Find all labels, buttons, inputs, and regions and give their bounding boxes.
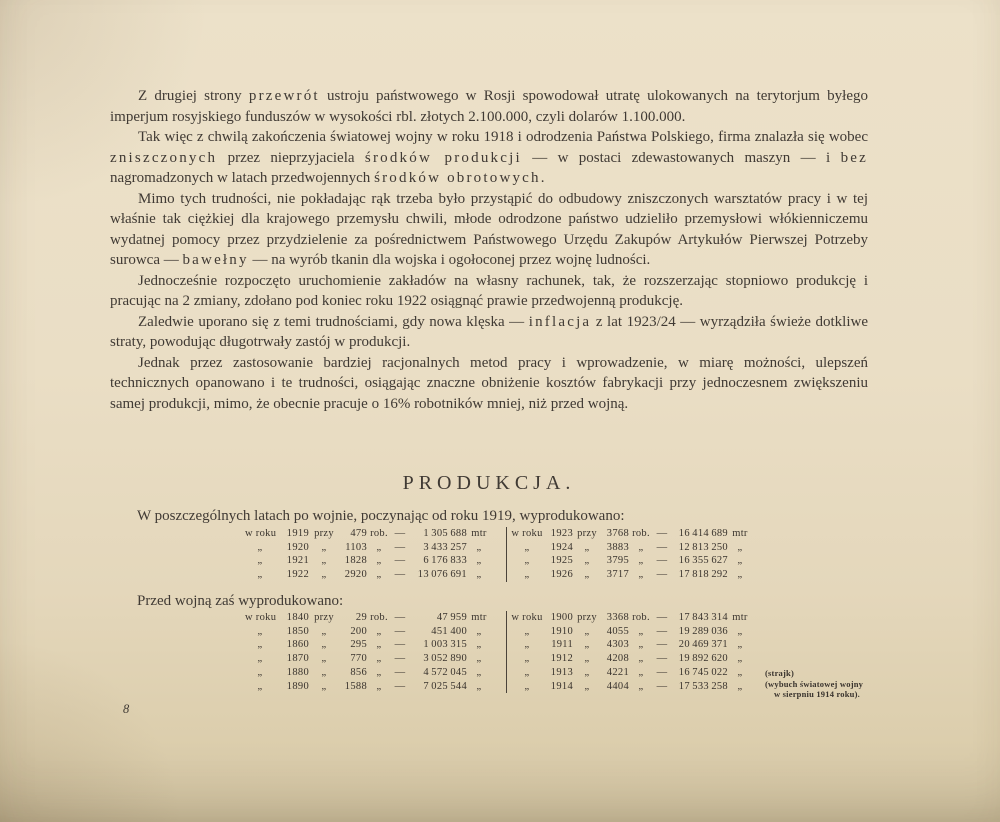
paragraph <box>110 312 868 353</box>
table-cell: mtr <box>471 612 487 623</box>
table-cell: 3717 <box>606 569 629 581</box>
text-run: nagromadzonych w latach przedwojennych <box>110 170 375 186</box>
table-cell: „ <box>476 541 482 553</box>
table-cell: 1914 <box>550 680 573 692</box>
table-cell: „ <box>524 625 530 637</box>
table-cell: — <box>394 625 406 637</box>
table-cell: „ <box>737 555 743 567</box>
emphasized-text: środków produkcji <box>364 149 522 166</box>
table-cell: „ <box>638 569 644 581</box>
text-run: Tak więc z chwilą zakończenia światowej wojny w roku 1918 i odrodzenia Państwa Polskiego, firma znalazła się wobec <box>138 129 868 145</box>
text-run: — w postaci zdewastowanych maszyn — i <box>521 149 841 166</box>
table-cell: rob. <box>370 612 388 623</box>
table-cell: „ <box>321 569 327 581</box>
table-cell: „ <box>524 639 530 651</box>
table-cell: mtr <box>471 528 487 539</box>
table-cell: 1926 <box>550 569 573 581</box>
table-cell: „ <box>737 625 743 637</box>
note-war-line1: (wybuch światowej wojny <box>765 678 864 689</box>
table-cell: 1850 <box>286 625 309 637</box>
table-cell: „ <box>257 653 263 665</box>
table-cell: — <box>394 680 406 692</box>
table-cell: 200 <box>350 625 367 637</box>
table-cell: — <box>394 541 406 553</box>
table-cell: 4404 <box>606 680 629 692</box>
emphasized-text: bawełny <box>182 252 249 268</box>
table-cell: 1921 <box>286 555 309 567</box>
table-cell: „ <box>638 653 644 665</box>
table-cell: 1919 <box>286 528 309 539</box>
table-cell: „ <box>376 639 382 651</box>
table-cell: 2920 <box>344 569 367 581</box>
table-cell: 13 076 691 <box>417 569 467 581</box>
table-cell: w roku <box>511 612 543 623</box>
postwar-table-left <box>245 527 491 582</box>
text-run: z lat 1923/24 — wyrządziła świeże dotkliwe straty, powodując długotrwały zastój w produkcji. <box>110 313 868 350</box>
text-run: Jednocześnie rozpoczęto uruchomienie zakładów na własny rachunek, tak, że rozszerzając stopniowo produkcję i pracując na 2 zmiany, zdołano pod koniec roku 1922 osiągnąć prawie przedwojenną produkcję. <box>110 272 868 309</box>
table-cell: — <box>656 612 668 623</box>
postwar-production-intro: W poszczególnych latach po wojnie, poczynając od roku 1919, wyprodukowano: <box>137 508 625 524</box>
paragraph <box>110 86 868 127</box>
table-cell: 16 745 022 <box>678 666 728 678</box>
table-cell: „ <box>737 653 743 665</box>
table-cell: „ <box>376 680 382 692</box>
table-cell: 4303 <box>606 639 629 651</box>
table-cell: „ <box>376 625 382 637</box>
table-cell: 770 <box>350 653 367 665</box>
table-cell: 1900 <box>550 612 573 623</box>
table-cell: 1828 <box>344 555 367 567</box>
table-cell: „ <box>638 666 644 678</box>
table-cell: 16 414 689 <box>678 528 728 539</box>
table-cell: 1880 <box>286 666 309 678</box>
emphasized-text: przewrót <box>248 88 320 104</box>
table-cell: 6 176 833 <box>423 555 467 567</box>
table-cell: 7 025 544 <box>423 680 467 692</box>
table-cell: „ <box>476 680 482 692</box>
table-cell: „ <box>476 653 482 665</box>
table-cell: 1870 <box>286 653 309 665</box>
prewar-production-table <box>245 611 864 699</box>
table-cell: mtr <box>732 528 748 539</box>
table-cell: 1923 <box>550 528 573 539</box>
table-cell: „ <box>584 541 590 553</box>
table-cell: „ <box>638 639 644 651</box>
table-cell: — <box>656 555 668 567</box>
emphasized-text: inflacja <box>528 313 592 330</box>
table-cell: „ <box>376 666 382 678</box>
prewar-table-left <box>245 611 491 693</box>
table-cell: 19 892 620 <box>678 653 728 665</box>
paragraph <box>110 271 868 312</box>
table-cell: 12 813 250 <box>678 541 728 553</box>
table-cell: mtr <box>732 612 748 623</box>
table-cell: — <box>656 625 668 637</box>
table-cell: „ <box>476 639 482 651</box>
table-cell: 3795 <box>606 555 629 567</box>
table-cell: „ <box>524 555 530 567</box>
table-cell: w roku <box>245 612 277 623</box>
note-strike: (strajk) <box>765 668 794 678</box>
table-cell: „ <box>638 625 644 637</box>
table-cell: „ <box>321 555 327 567</box>
table-cell: „ <box>524 569 530 581</box>
emphasized-text: zniszczonych <box>110 149 218 166</box>
table-cell: 4 572 045 <box>423 666 467 678</box>
table-cell: 1103 <box>345 541 367 553</box>
table-cell: „ <box>257 680 263 692</box>
table-cell: 1588 <box>344 680 367 692</box>
table-cell: — <box>656 528 668 539</box>
table-cell: w roku <box>245 528 277 539</box>
table-cell: — <box>394 639 406 651</box>
table-cell: 3 052 890 <box>423 653 467 665</box>
table-cell: „ <box>737 666 743 678</box>
table-cell: „ <box>321 625 327 637</box>
text-run: — na wyrób tkanin dla wojska i ogołoconej przez wojnę ludności. <box>248 252 651 268</box>
table-divider-rule <box>506 611 507 693</box>
text-run: ustroju państwowego w Rosji spowodował utratę ulokowanych na terytorjum byłego imperjum rosyjskiego funduszów w wysokości rbl. złotych 2.100.000, czyli dolarów 1.100.000. <box>110 88 868 125</box>
table-cell: 3 433 257 <box>423 541 467 553</box>
table-cell: „ <box>257 541 263 553</box>
table-cell: — <box>394 555 406 567</box>
table-cell: „ <box>376 541 382 553</box>
table-cell: 1912 <box>550 653 573 665</box>
table-cell: „ <box>737 541 743 553</box>
text-run: . <box>540 170 545 186</box>
table-cell: — <box>656 680 668 692</box>
table-cell: „ <box>584 653 590 665</box>
table-cell: 29 <box>355 612 367 623</box>
emphasized-text: bez <box>840 149 868 166</box>
table-cell: „ <box>584 680 590 692</box>
table-cell: „ <box>584 569 590 581</box>
postwar-table-right <box>511 527 752 582</box>
table-cell: „ <box>584 666 590 678</box>
table-cell: „ <box>257 666 263 678</box>
table-cell: 4221 <box>606 666 629 678</box>
table-cell: „ <box>524 680 530 692</box>
table-cell: rob. <box>632 528 650 539</box>
table-cell: 47 959 <box>436 612 467 623</box>
paragraph <box>110 353 868 415</box>
table-cell: 1924 <box>550 541 573 553</box>
table-cell: 4208 <box>606 653 629 665</box>
table-cell: „ <box>584 625 590 637</box>
table-cell: „ <box>376 555 382 567</box>
table-cell: — <box>656 666 668 678</box>
table-cell: 1910 <box>550 625 573 637</box>
table-cell: 1890 <box>286 680 309 692</box>
table-cell: przy <box>314 528 334 539</box>
table-cell: 17 818 292 <box>678 569 728 581</box>
table-cell: 3883 <box>606 541 629 553</box>
text-run: Mimo tych trudności, nie pokładając rąk trzeba było przystąpić do odbudowy zniszczonych warsztatów pracy i w tej właśnie tak ciężkiej dla krajowego przemysłu chwili, młode odrodzone państwo udzieliło przemysłowi włókienniczemu wydatnej pomocy przez przydzielenie za pośrednictwem Państwowego Urzędu Zakupów Artykułów Pierwszej Potrzeby surowca — <box>110 190 868 268</box>
paragraph <box>110 127 868 189</box>
text-run: przez nieprzyjaciela <box>217 149 365 166</box>
table-cell: 295 <box>350 639 367 651</box>
table-cell: 1925 <box>550 555 573 567</box>
table-cell: „ <box>638 541 644 553</box>
table-cell: „ <box>638 680 644 692</box>
table-cell: — <box>394 666 406 678</box>
paragraph <box>110 189 868 271</box>
prewar-table-right <box>511 611 752 693</box>
table-cell: „ <box>321 666 327 678</box>
text-run: Z drugiej strony <box>138 88 249 104</box>
table-cell: 1840 <box>286 612 309 623</box>
table-cell: 16 355 627 <box>678 555 728 567</box>
table-cell: „ <box>524 666 530 678</box>
page-number: 8 <box>123 702 130 716</box>
body-paragraphs <box>110 86 868 414</box>
table-cell: „ <box>476 625 482 637</box>
table-cell: przy <box>577 528 597 539</box>
text-run: Zaledwie uporano się z temi trudnościami, gdy nowa klęska — <box>138 313 529 330</box>
table-cell: „ <box>476 555 482 567</box>
text-run: Jednak przez zastosowanie bardziej racjonalnych metod pracy i wprowadzenie, w miarę możności, ulepszeń technicznych opanowano i te trudności, osiągając znaczne obniżenie kosztów fabrykacji przy jednoczesnem zwiększeniu samej produkcji, mimo, że obecnie pracuje o 16% robotników mniej, niż przed wojną. <box>110 354 868 412</box>
table-cell: „ <box>321 639 327 651</box>
table-cell: 1860 <box>286 639 309 651</box>
table-cell: „ <box>257 625 263 637</box>
table-cell: 20 469 371 <box>678 639 728 651</box>
section-heading: PRODUKCJA. <box>402 472 576 494</box>
table-cell: 17 843 314 <box>678 612 728 623</box>
table-cell: — <box>394 569 406 581</box>
table-cell: — <box>656 653 668 665</box>
table-cell: 479 <box>350 528 367 539</box>
table-cell: 4055 <box>606 625 629 637</box>
table-cell: „ <box>321 541 327 553</box>
table-cell: 1913 <box>550 666 573 678</box>
table-cell: „ <box>376 569 382 581</box>
table-cell: „ <box>584 555 590 567</box>
table-cell: „ <box>737 639 743 651</box>
table-cell: przy <box>314 612 334 623</box>
table-cell: 1920 <box>286 541 309 553</box>
table-cell: „ <box>737 569 743 581</box>
table-cell: — <box>394 528 406 539</box>
table-cell: „ <box>584 639 590 651</box>
table-cell: — <box>394 612 406 623</box>
table-cell: — <box>394 653 406 665</box>
table-cell: 1 003 315 <box>423 639 467 651</box>
table-cell: „ <box>257 639 263 651</box>
table-cell: — <box>656 541 668 553</box>
margin-notes <box>765 668 965 700</box>
table-cell: „ <box>257 569 263 581</box>
table-cell: „ <box>476 666 482 678</box>
note-war-line2: w sierpniu 1914 roku). <box>774 689 860 699</box>
table-cell: „ <box>524 541 530 553</box>
table-cell: „ <box>321 680 327 692</box>
postwar-production-table <box>245 527 752 582</box>
table-cell: — <box>656 569 668 581</box>
table-cell: „ <box>737 680 743 692</box>
table-cell: przy <box>577 612 597 623</box>
table-cell: „ <box>376 653 382 665</box>
table-cell: — <box>656 639 668 651</box>
table-cell: rob. <box>370 528 388 539</box>
table-cell: „ <box>257 555 263 567</box>
table-cell: 856 <box>350 666 367 678</box>
table-cell: „ <box>638 555 644 567</box>
table-cell: 17 533 258 <box>678 680 728 692</box>
table-cell: „ <box>476 569 482 581</box>
table-cell: 3368 <box>606 612 629 623</box>
table-cell: w roku <box>511 528 543 539</box>
prewar-production-intro: Przed wojną zaś wyprodukowano: <box>137 593 344 609</box>
table-cell: 451 400 <box>431 625 467 637</box>
table-cell: 1 305 688 <box>423 528 467 539</box>
table-cell: „ <box>524 653 530 665</box>
emphasized-text: środków obrotowych <box>374 170 541 186</box>
table-divider-rule <box>506 527 507 582</box>
table-cell: rob. <box>632 612 650 623</box>
table-cell: 19 289 036 <box>678 625 728 637</box>
table-cell: 1911 <box>551 639 573 651</box>
table-cell: 3768 <box>606 528 629 539</box>
table-cell: „ <box>321 653 327 665</box>
table-cell: 1922 <box>286 569 309 581</box>
